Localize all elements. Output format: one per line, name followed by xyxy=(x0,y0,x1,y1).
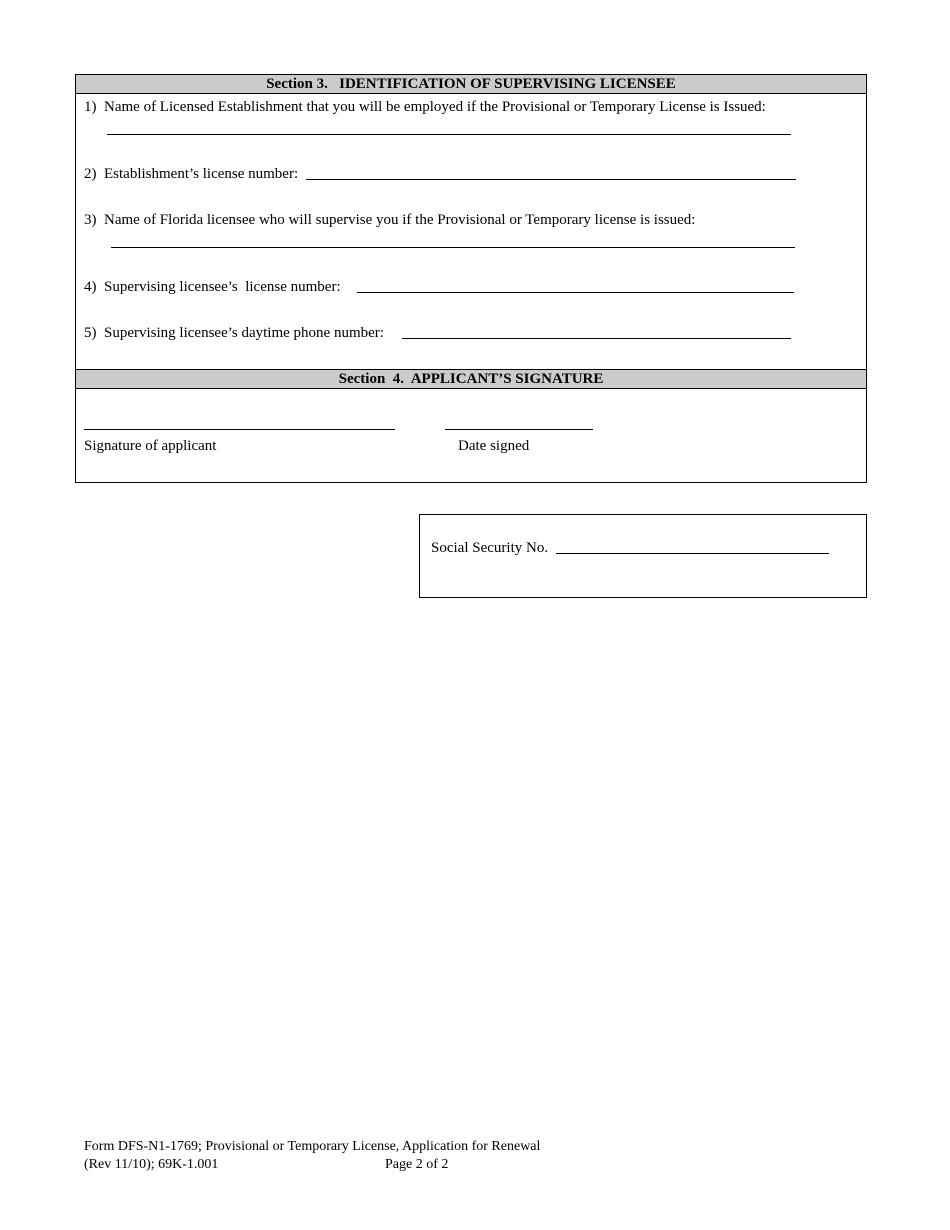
signature-field[interactable] xyxy=(84,429,395,430)
item5-number: 5) xyxy=(84,325,97,341)
ssn-box xyxy=(419,514,867,598)
ssn-label: Social Security No. xyxy=(431,540,549,556)
item4-number: 4) xyxy=(84,279,97,295)
item1-label: Name of Licensed Establishment that you will be employed if the Provisional or Temporary License is Issued: xyxy=(104,99,766,115)
ssn-field[interactable] xyxy=(556,553,829,554)
supervising-licensee-name-field[interactable] xyxy=(111,247,795,248)
section4-header: Section 4. APPLICANT’S SIGNATURE xyxy=(76,369,866,389)
establishment-name-field[interactable] xyxy=(107,134,791,135)
item2-label: Establishment’s license number: xyxy=(104,166,299,182)
item4-label: Supervising licensee’s license number: xyxy=(104,279,341,295)
date-signed-field[interactable] xyxy=(445,429,593,430)
supervising-phone-field[interactable] xyxy=(402,338,791,339)
signature-label: Signature of applicant xyxy=(84,438,217,454)
application-form xyxy=(75,74,867,483)
item5-label: Supervising licensee’s daytime phone number: xyxy=(104,325,384,341)
establishment-license-number-field[interactable] xyxy=(306,179,796,180)
item2-number: 2) xyxy=(84,166,97,182)
supervising-license-number-field[interactable] xyxy=(357,292,794,293)
item1-number: 1) xyxy=(84,99,97,115)
footer-rev-line: (Rev 11/10); 69K-1.001 xyxy=(84,1157,219,1172)
section3-header: Section 3. IDENTIFICATION OF SUPERVISING LICENSEE xyxy=(76,75,866,94)
footer-page-number: Page 2 of 2 xyxy=(385,1157,449,1172)
item3-label: Name of Florida licensee who will supervise you if the Provisional or Temporary license is issued: xyxy=(104,212,696,228)
footer-form-line: Form DFS-N1-1769; Provisional or Temporary License, Application for Renewal xyxy=(84,1139,541,1154)
date-signed-label: Date signed xyxy=(458,438,530,454)
item3-number: 3) xyxy=(84,212,97,228)
